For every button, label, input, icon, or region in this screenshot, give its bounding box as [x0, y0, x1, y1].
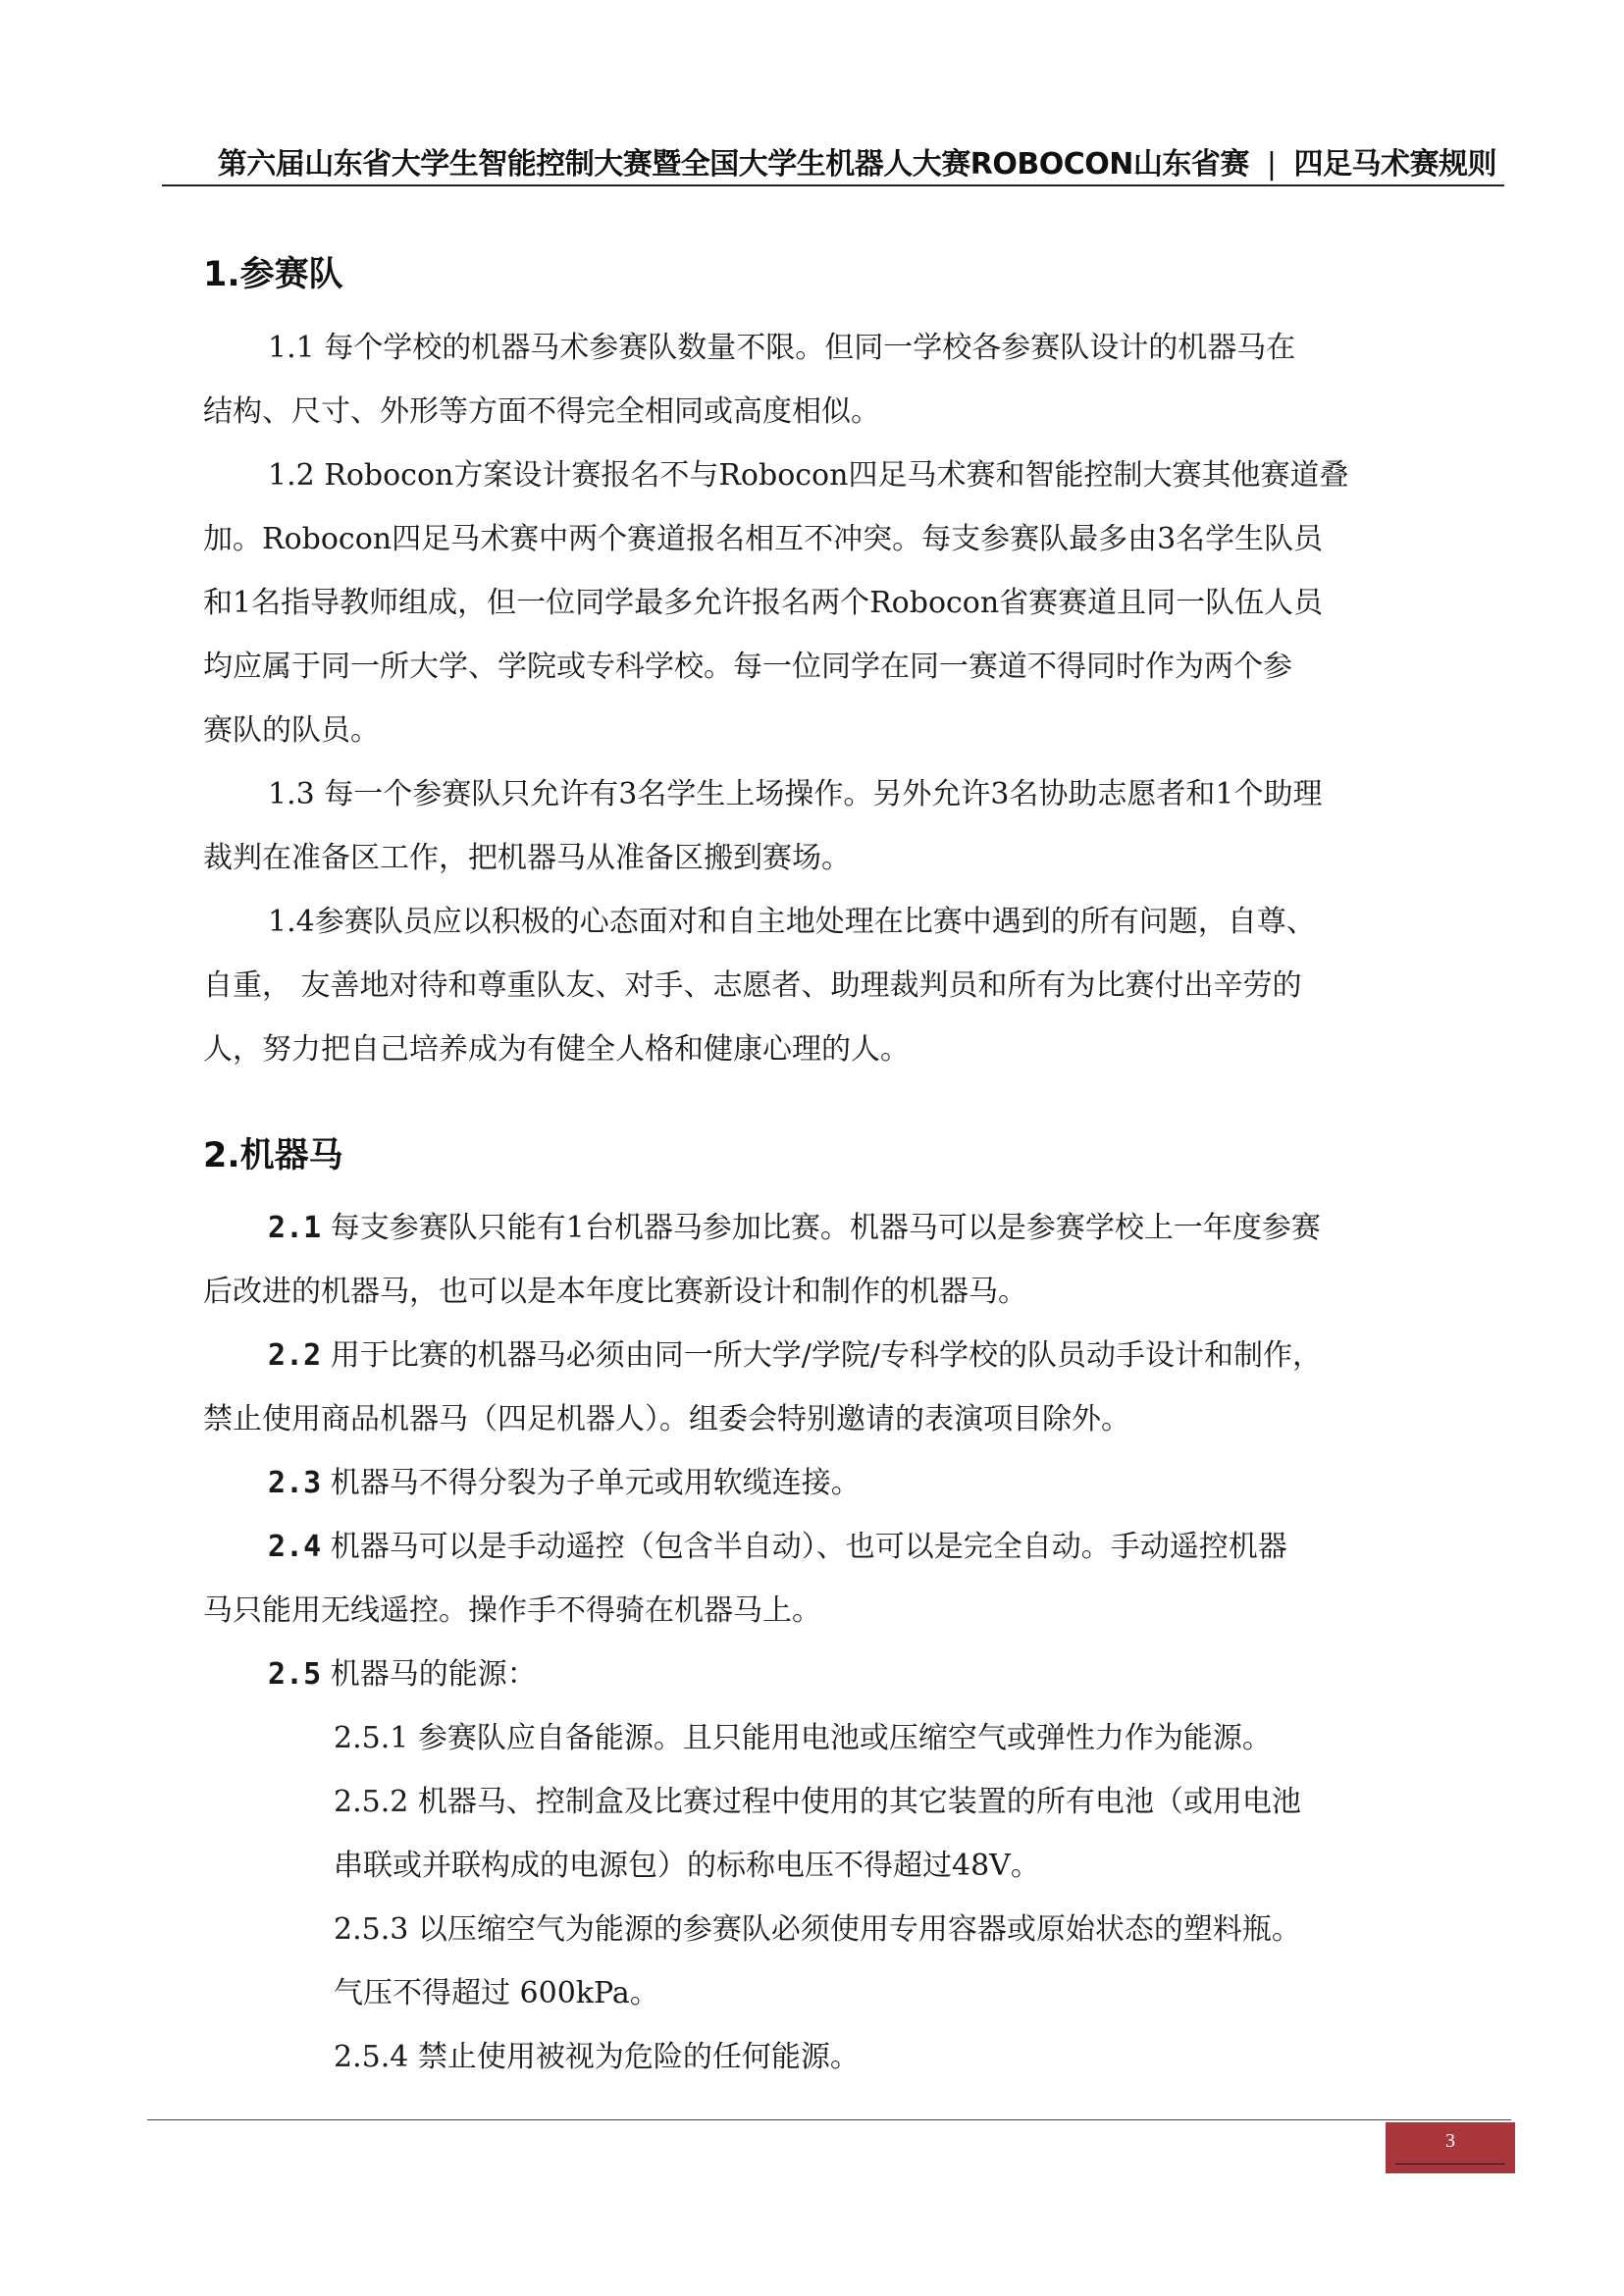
paragraph-line: 人，努力把自己培养成为有健全人格和健康心理的人。 — [203, 1032, 910, 1067]
list-item — [268, 1464, 861, 1503]
item-number: 2.4 — [268, 1530, 322, 1564]
item-text: 2.5.3 以压缩空气为能源的参赛队必须使用专用容器或原始状态的塑料瓶。 — [334, 1912, 1301, 1947]
item-number: 2.2 — [268, 1338, 322, 1373]
paragraph-line: 1.4参赛队员应以积极的心态面对和自主地处理在比赛中遇到的所有问题，自尊、 — [268, 905, 1316, 939]
item-text: 后改进的机器马，也可以是本年度比赛新设计和制作的机器马。 — [203, 1275, 1027, 1309]
item-text: 机器马可以是手动遥控（包含半自动）、也可以是完全自动。手动遥控机器 — [330, 1530, 1287, 1564]
list-item — [334, 2038, 860, 2077]
paragraph-line: 结构、尺寸、外形等方面不得完全相同或高度相似。 — [203, 394, 880, 429]
list-item — [268, 1336, 1322, 1376]
list-item — [334, 1910, 1301, 1950]
header-title: 第六届山东省大学生智能控制大赛暨全国大学生机器人大赛ROBOCON山东省赛 — [217, 147, 1249, 182]
header-subtitle: 四足马术赛规则 — [1293, 147, 1496, 182]
list-item — [334, 1847, 1040, 1886]
section-2-title: 2.机器马 — [203, 1136, 343, 1175]
list-item — [203, 1273, 1027, 1312]
item-text: 马只能用无线遥控。操作手不得骑在机器马上。 — [203, 1593, 821, 1628]
list-item — [334, 1783, 1301, 1822]
paragraph-line: 均应属于同一所大学、学院或专科学校。每一位同学在同一赛道不得同时作为两个参 — [203, 650, 1292, 684]
item-text: 2.5.2 机器马、控制盒及比赛过程中使用的其它装置的所有电池（或用电池 — [334, 1785, 1301, 1819]
paragraph-line: 1.3 每一个参赛队只允许有3名学生上场操作。另外允许3名协助志愿者和1个助理 — [268, 777, 1323, 811]
list-item — [203, 1400, 1130, 1439]
item-text: 2.5.4 禁止使用被视为危险的任何能源。 — [334, 2040, 860, 2074]
paragraph-line: 和1名指导教师组成，但一位同学最多允许报名两个Robocon省赛赛道且同一队伍人员 — [203, 586, 1324, 620]
list-item — [268, 1655, 537, 1695]
list-item — [268, 1528, 1287, 1567]
header-text — [218, 139, 1496, 183]
page-header — [162, 139, 1504, 186]
paragraph-line: 1.1 每个学校的机器马术参赛队数量不限。但同一学校各参赛队设计的机器马在 — [268, 331, 1296, 365]
item-text: 2.5.1 参赛队应自备能源。且只能用电池或压缩空气或弹性力作为能源。 — [334, 1721, 1272, 1755]
list-item — [334, 1974, 659, 2013]
item-text: 机器马的能源： — [330, 1657, 537, 1692]
paragraph-line: 1.2 Robocon方案设计赛报名不与Robocon四足马术赛和智能控制大赛其他赛道叠 — [268, 458, 1349, 493]
item-number: 2.5 — [268, 1657, 322, 1692]
page-number: 3 — [1445, 2130, 1455, 2152]
item-text: 串联或并联构成的电源包）的标称电压不得超过48V。 — [334, 1849, 1040, 1883]
item-number: 2.1 — [268, 1211, 322, 1245]
paragraph-line: 裁判在准备区工作，把机器马从准备区搬到赛场。 — [203, 841, 851, 875]
list-item — [334, 1719, 1272, 1758]
header-separator: | — [1266, 147, 1277, 182]
item-text: 用于比赛的机器马必须由同一所大学/学院/专科学校的队员动手设计和制作， — [330, 1338, 1322, 1373]
list-item — [203, 1592, 821, 1631]
item-text: 每支参赛队只能有1台机器马参加比赛。机器马可以是参赛学校上一年度参赛 — [330, 1211, 1321, 1245]
item-text: 机器马不得分裂为子单元或用软缆连接。 — [330, 1466, 861, 1500]
item-text: 禁止使用商品机器马（四足机器人）。组委会特别邀请的表演项目除外。 — [203, 1402, 1130, 1436]
paragraph-line: 自重， 友善地对待和尊重队友、对手、志愿者、助理裁判员和所有为比赛付出辛劳的 — [203, 968, 1302, 1003]
paragraph-line: 赛队的队员。 — [203, 713, 380, 748]
page-number-underline — [1395, 2164, 1505, 2165]
paragraph-line: 加。Robocon四足马术赛中两个赛道报名相互不冲突。每支参赛队最多由3名学生队员 — [203, 522, 1324, 556]
section-1-title: 1.参赛队 — [203, 255, 343, 294]
item-number: 2.3 — [268, 1466, 322, 1500]
list-item — [268, 1209, 1321, 1248]
footer-rule — [147, 2119, 1511, 2120]
page-number-badge — [1386, 2122, 1515, 2173]
item-text: 气压不得超过 600kPa。 — [334, 1976, 659, 2010]
